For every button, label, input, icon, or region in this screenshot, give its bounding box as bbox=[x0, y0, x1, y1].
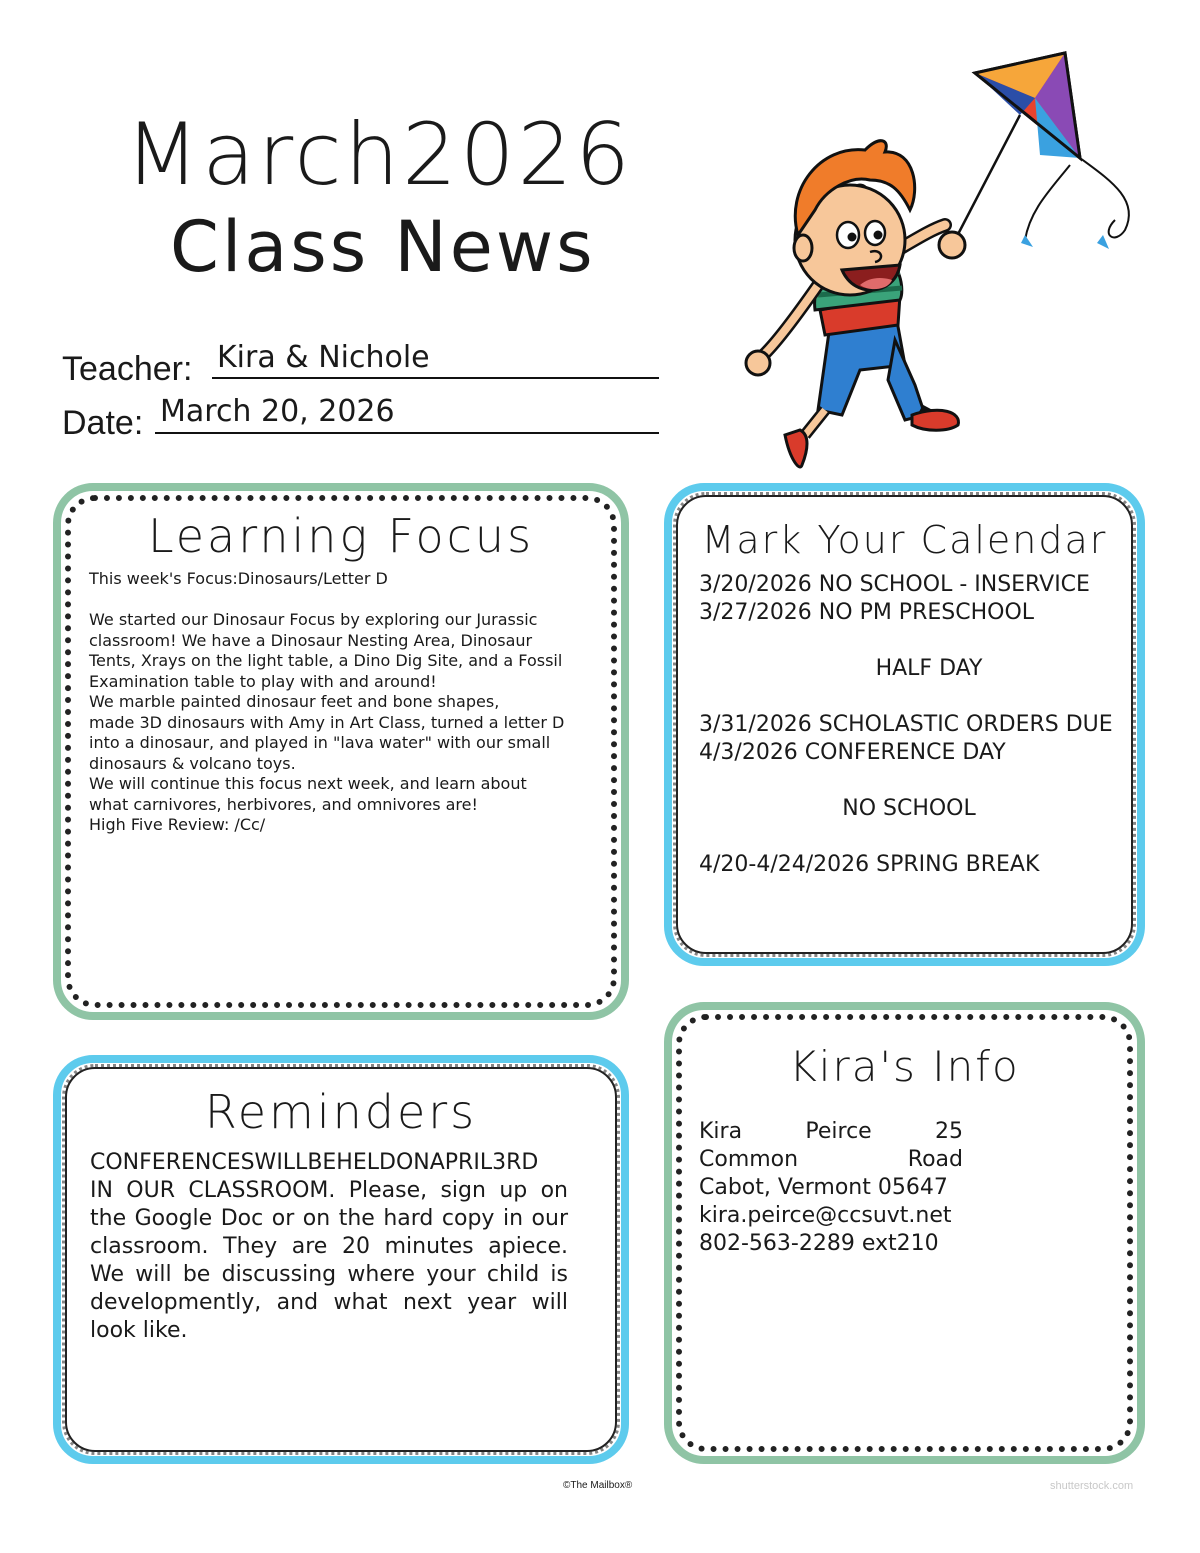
info-heading: Kira's Info bbox=[789, 1042, 1020, 1091]
focus-line: We started our Dinosaur Focus by exploring our Jurassic bbox=[89, 610, 538, 629]
teacher-underline bbox=[212, 377, 659, 379]
reminders-text: IN OUR CLASSROOM. Please, sign up on the Google Doc or on the hard copy in our classroom. They are 20 minutes apiece. We will be discussing where your child is developmently, and what next year will look like. bbox=[90, 1178, 568, 1343]
date-value: March 20, 2026 bbox=[160, 394, 395, 429]
learning-focus-box bbox=[53, 483, 629, 1020]
info-street-word2: Road bbox=[907, 1147, 963, 1172]
calendar-list bbox=[699, 571, 1119, 879]
teacher-value: Kira & Nichole bbox=[217, 340, 430, 375]
calendar-item: 4/20-4/24/2026 SPRING BREAK bbox=[699, 852, 1040, 877]
info-street-line bbox=[699, 1146, 963, 1174]
learning-focus-text bbox=[89, 569, 564, 836]
teacher-label: Teacher: bbox=[62, 350, 193, 388]
info-lines bbox=[699, 1118, 963, 1258]
info-box bbox=[664, 1002, 1145, 1464]
reminders-first-line: CONFERENCESWILLBEHELDONAPRIL3RD bbox=[90, 1150, 539, 1175]
focus-line: dinosaurs & volcano toys. bbox=[89, 753, 296, 773]
boy-kite-illustration bbox=[730, 40, 1150, 480]
title-class-news: Class News bbox=[170, 206, 596, 288]
focus-line: We marble painted dinosaur feet and bone shapes, bbox=[89, 692, 500, 711]
calendar-item: 3/27/2026 NO PM PRESCHOOL bbox=[699, 600, 1035, 625]
info-street-word1: Common bbox=[699, 1147, 799, 1172]
copyright-text: ©The Mailbox® bbox=[563, 1480, 633, 1491]
calendar-item: HALF DAY bbox=[875, 656, 983, 681]
focus-line: classroom! We have a Dinosaur Nesting Area, Dinosaur bbox=[89, 630, 533, 650]
focus-line: what carnivores, herbivores, and omnivores are! bbox=[89, 794, 478, 814]
reminders-box bbox=[53, 1055, 629, 1464]
focus-line: Tents, Xrays on the light table, a Dino Dig Site, and a Fossil bbox=[89, 651, 563, 670]
info-street-number: 25 bbox=[935, 1119, 963, 1144]
calendar-item: 3/31/2026 SCHOLASTIC ORDERS DUE bbox=[699, 712, 1113, 737]
info-last-name: Peirce bbox=[805, 1119, 872, 1144]
focus-line: into a dinosaur, and played in "lava water" with our small bbox=[89, 733, 551, 752]
kite-icon bbox=[955, 53, 1129, 249]
focus-line: Examination table to play with and around! bbox=[89, 671, 437, 691]
learning-focus-heading: Learning Focus bbox=[147, 509, 535, 563]
info-name-line bbox=[699, 1118, 963, 1146]
watermark-text: shutterstock.com bbox=[1050, 1480, 1134, 1492]
date-label: Date: bbox=[62, 404, 144, 442]
info-email-link[interactable]: kira.peirce@ccsuvt.net bbox=[699, 1203, 952, 1228]
calendar-heading: Mark Your Calendar bbox=[701, 518, 1108, 562]
date-underline bbox=[155, 432, 659, 434]
info-first-name: Kira bbox=[699, 1119, 743, 1144]
focus-line: High Five Review: /Cc/ bbox=[89, 815, 266, 834]
focus-line: This week's Focus:Dinosaurs/Letter D bbox=[89, 569, 388, 588]
calendar-item: NO SCHOOL bbox=[842, 796, 976, 821]
calendar-item: 3/20/2026 NO SCHOOL - INSERVICE bbox=[699, 572, 1090, 597]
title-month: March2026 bbox=[125, 105, 634, 205]
reminders-heading: Reminders bbox=[204, 1085, 478, 1139]
info-phone: 802-563-2289 ext210 bbox=[699, 1231, 939, 1256]
calendar-box bbox=[664, 483, 1145, 966]
focus-line: made 3D dinosaurs with Amy in Art Class, turned a letter D bbox=[89, 712, 565, 732]
focus-line: We will continue this focus next week, and learn about bbox=[89, 774, 527, 793]
info-city-line: Cabot, Vermont 05647 bbox=[699, 1175, 948, 1200]
calendar-item: 4/3/2026 CONFERENCE DAY bbox=[699, 740, 1006, 765]
focus-line-blank bbox=[89, 590, 564, 611]
